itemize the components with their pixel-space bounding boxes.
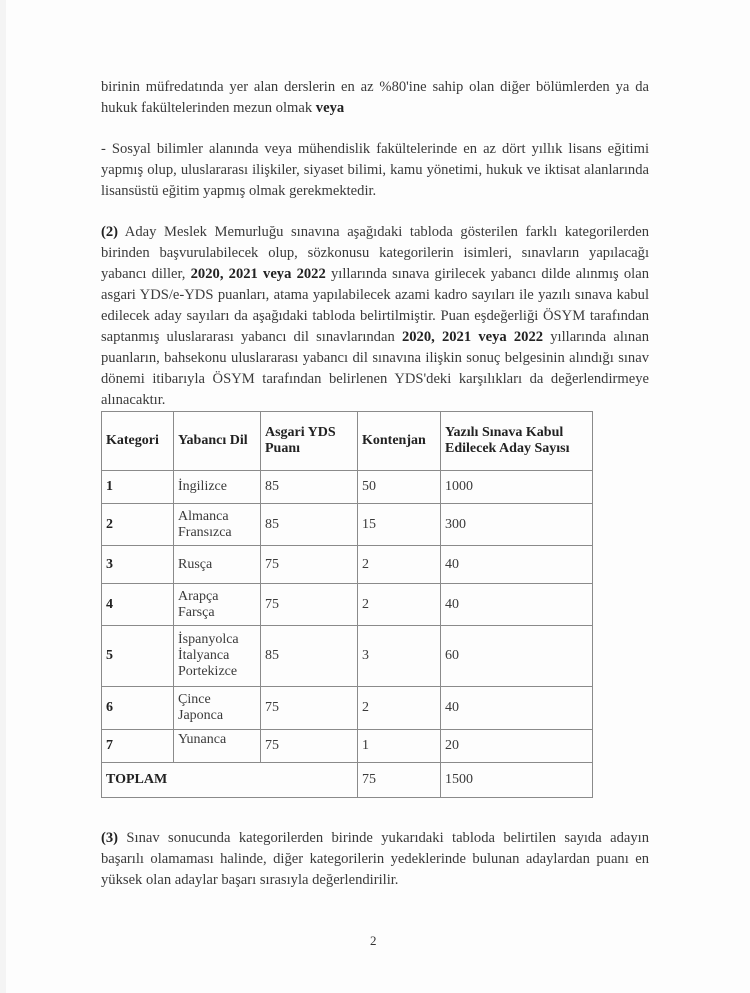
cell-yabanci-dil	[174, 546, 261, 584]
cell-kategori: 7	[102, 730, 174, 763]
cell-aday-sayisi: 40	[441, 687, 593, 730]
language-name: Almanca	[178, 508, 229, 524]
header-kategori: Kategori	[102, 412, 174, 471]
cell-kategori: 1	[102, 471, 174, 504]
cell-kontenjan: 15	[358, 504, 441, 546]
bold-text: (2)	[101, 224, 119, 240]
language-name: Rusça	[178, 556, 213, 572]
cell-asgari-puan: 75	[261, 584, 358, 626]
table-total-row	[102, 763, 593, 798]
cell-kontenjan: 1	[358, 730, 441, 763]
language-name: İtalyanca	[178, 648, 230, 663]
text-segment: birinin müfredatında yer alan derslerin en az %80'ine sahip olan diğer bölümlerden ya da hukuk fakültelerinden mezun olmak	[101, 79, 649, 116]
cell-kategori: 3	[102, 546, 174, 584]
cell-kategori: 2	[102, 504, 174, 546]
table-row	[102, 504, 593, 546]
table-row	[102, 730, 593, 763]
table-row	[102, 687, 593, 730]
language-name: Portekizce	[178, 664, 238, 679]
language-name: Farsça	[178, 604, 215, 620]
language-name: İngilizce	[178, 479, 227, 494]
cell-kategori: 6	[102, 687, 174, 730]
paragraph-social-sciences	[101, 139, 649, 202]
cell-asgari-puan: 85	[261, 504, 358, 546]
paragraph-clause-2	[101, 222, 649, 411]
total-aday-sayisi: 1500	[441, 763, 593, 798]
language-name: Arapça	[178, 588, 219, 604]
cell-aday-sayisi: 40	[441, 584, 593, 626]
bold-text: 2020, 2021 veya 2022	[190, 266, 326, 282]
cell-asgari-puan: 75	[261, 730, 358, 763]
cell-asgari-puan: 75	[261, 687, 358, 730]
text-segment: Aday Meslek Memurluğu sınavına aşağıdaki tabloda gösterilen farklı kategorilerden birinden başvurulabilecek olup, sözkonusu kategorilerin isimleri, sınavların yapılacağı yabancı diller,	[101, 224, 649, 282]
language-name: Yunanca	[178, 732, 227, 747]
cell-aday-sayisi: 20	[441, 730, 593, 763]
language-name: Fransızca	[178, 524, 232, 540]
table-row	[102, 584, 593, 626]
cell-asgari-puan: 85	[261, 471, 358, 504]
table-row	[102, 546, 593, 584]
header-yabanci-dil: Yabancı Dil	[174, 412, 261, 471]
cell-yabanci-dil	[174, 504, 261, 546]
header-kontenjan: Kontenjan	[358, 412, 441, 471]
total-label: TOPLAM	[102, 763, 358, 798]
cell-kontenjan: 2	[358, 546, 441, 584]
paragraph-requirement-continued	[101, 77, 649, 119]
cell-yabanci-dil	[174, 584, 261, 626]
page-number: 2	[370, 933, 377, 948]
cell-kategori: 5	[102, 626, 174, 687]
cell-kontenjan: 2	[358, 584, 441, 626]
language-name: İspanyolca	[178, 632, 239, 647]
language-name: Japonca	[178, 708, 224, 723]
bold-text: 2020, 2021 veya 2022	[401, 329, 544, 345]
cell-asgari-puan: 85	[261, 626, 358, 687]
text-segment: yıllarında alınan puanların, bahsekonu uluslararası yabancı dil sınavına ilişkin sonuç belgesinin alındığı sınav dönemi itibarıyla ÖSYM tarafından belirlenen YDS'deki karşılıkları da değerlendirmeye alınacaktır.	[101, 329, 650, 408]
bold-text: (3)	[101, 830, 119, 846]
text-segment: Sınav sonucunda kategorilerden birinde yukarıdaki tabloda belirtilen sayıda adayın başarılı olamaması halinde, diğer kategorilerin yedeklerinde bulunan adaylardan puanı en yüksek olan adaylar başarı sırasıyla değerlendirilir.	[101, 830, 649, 888]
cell-aday-sayisi: 1000	[441, 471, 593, 504]
cell-yabanci-dil	[174, 471, 261, 504]
cell-yabanci-dil	[174, 730, 261, 763]
cell-kontenjan: 3	[358, 626, 441, 687]
cell-kategori: 4	[102, 584, 174, 626]
cell-aday-sayisi: 300	[441, 504, 593, 546]
language-name: Çince	[178, 692, 211, 707]
cell-aday-sayisi: 40	[441, 546, 593, 584]
cell-aday-sayisi: 60	[441, 626, 593, 687]
table-row	[102, 626, 593, 687]
paragraph-clause-3	[101, 828, 649, 891]
cell-yabanci-dil	[174, 687, 261, 730]
table-row	[102, 471, 593, 504]
text-segment: yıllarında sınava girilecek yabancı dilde alınmış olan asgari YDS/e-YDS puanları, atama yapılabilecek azami kadro sayıları ile yazılı sınava kabul edilecek aday sayıları da aşağıdaki tabloda belirtilmiştir. Puan eşdeğerliği ÖSYM tarafından saptanmış uluslararası yabancı dil sınavlarından	[101, 266, 650, 345]
cell-yabanci-dil	[174, 626, 261, 687]
category-table	[101, 411, 593, 798]
bold-text: veya	[315, 100, 345, 116]
text-segment: - Sosyal bilimler alanında veya mühendislik fakültelerinde en az dört yıllık lisans eğitimi yapmış olup, uluslararası ilişkiler, siyaset bilimi, kamu yönetimi, hukuk ve iktisat alanlarında lisansüstü eğitim yapmış olmak gerekmektedir.	[101, 141, 649, 199]
table-header-row	[102, 412, 593, 471]
cell-kontenjan: 2	[358, 687, 441, 730]
header-aday-sayisi: Yazılı Sınava Kabul Edilecek Aday Sayısı	[441, 412, 593, 471]
cell-kontenjan: 50	[358, 471, 441, 504]
total-kontenjan: 75	[358, 763, 441, 798]
header-asgari-puan: Asgari YDS Puanı	[261, 412, 358, 471]
cell-asgari-puan: 75	[261, 546, 358, 584]
